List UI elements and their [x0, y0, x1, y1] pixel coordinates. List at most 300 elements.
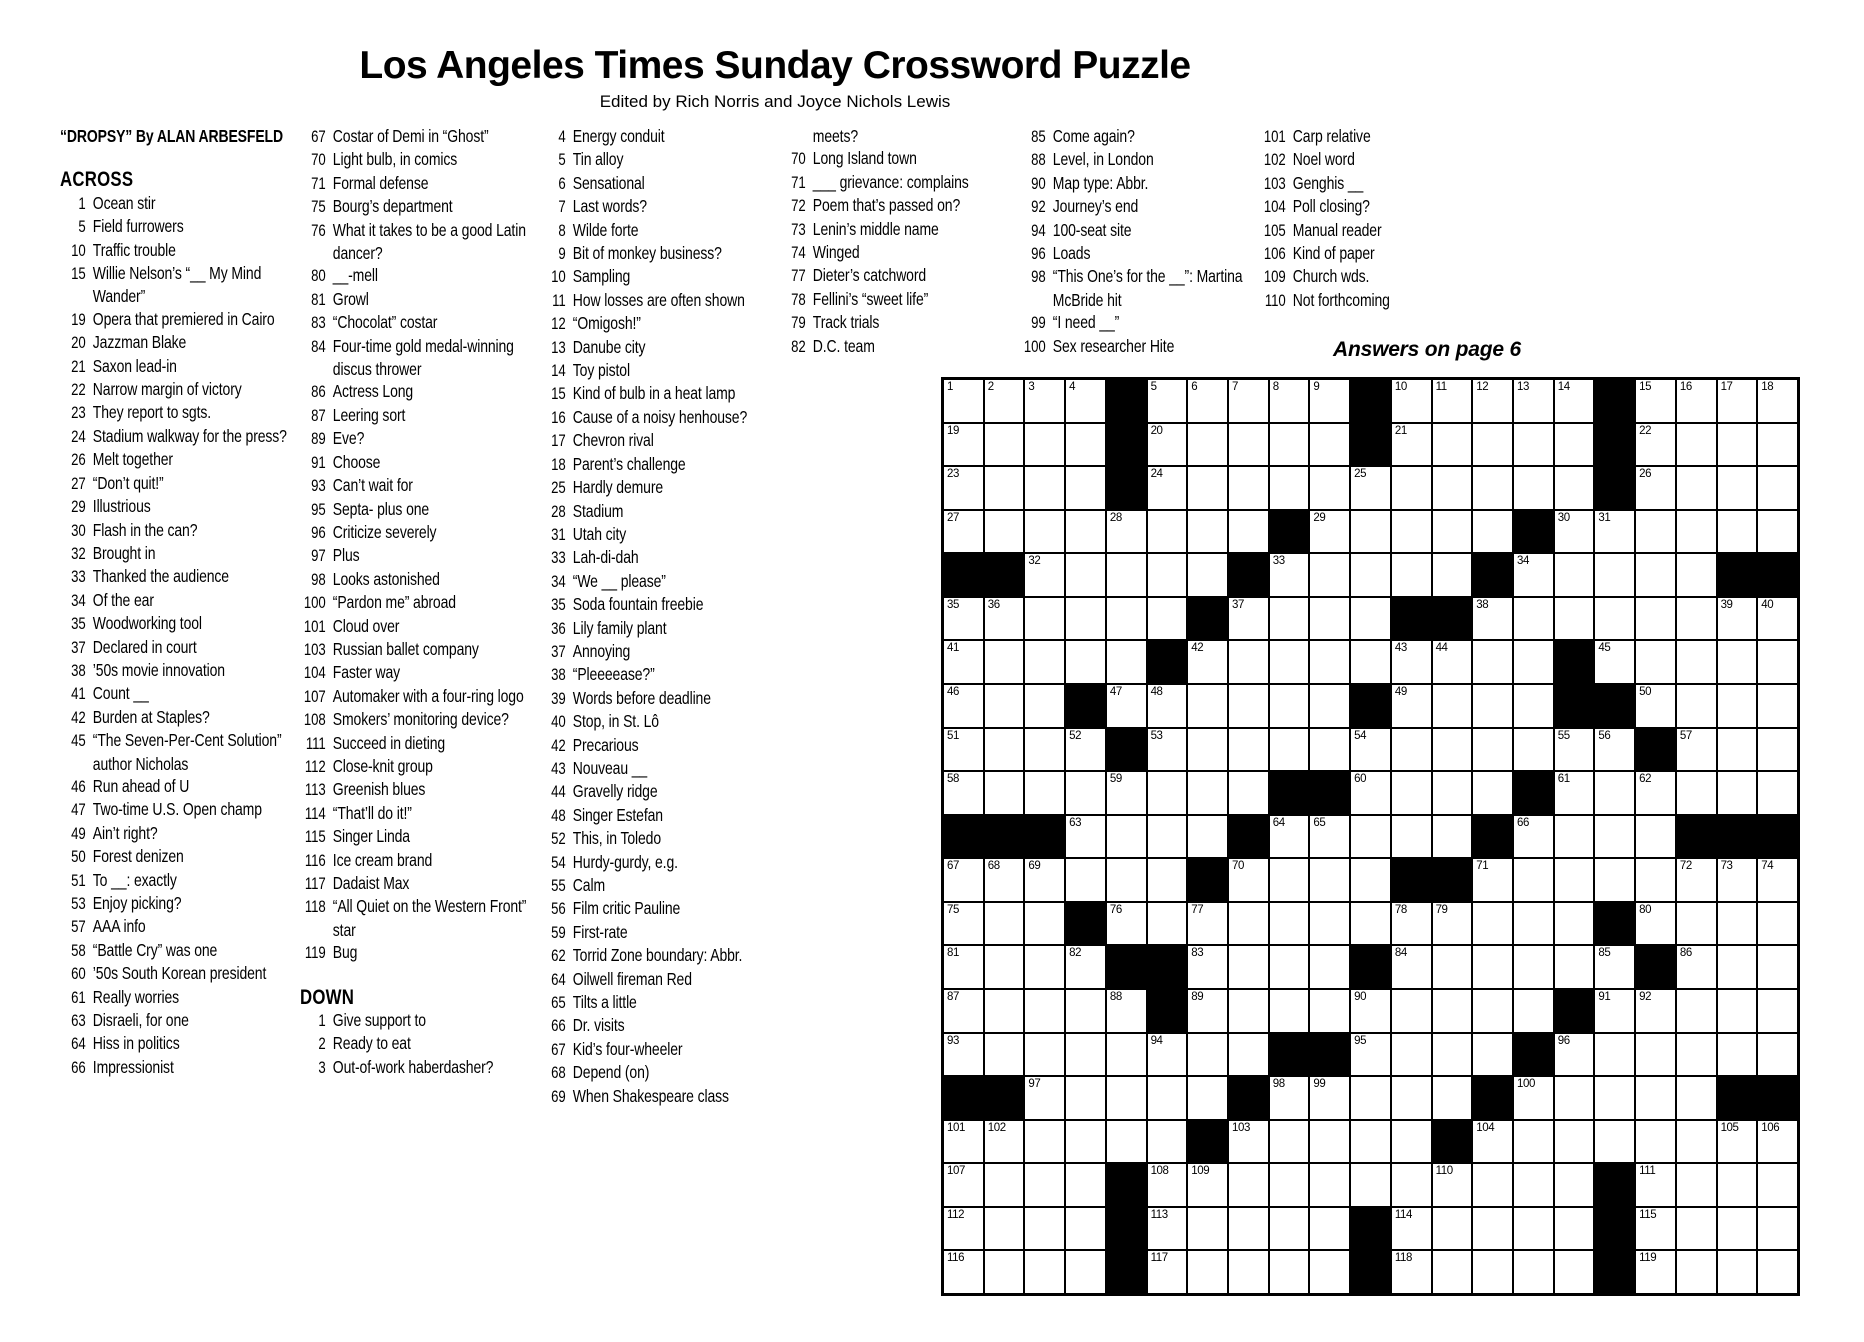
- grid-cell[interactable]: [1148, 772, 1187, 814]
- grid-cell[interactable]: [1229, 380, 1268, 422]
- grid-cell[interactable]: [1351, 772, 1390, 814]
- grid-cell[interactable]: [1025, 1121, 1064, 1163]
- grid-cell[interactable]: [1310, 554, 1349, 596]
- grid-cell[interactable]: [1555, 1121, 1594, 1163]
- grid-cell[interactable]: [1718, 903, 1757, 945]
- grid-cell[interactable]: [1310, 990, 1349, 1032]
- grid-cell[interactable]: [944, 424, 983, 466]
- grid-cell[interactable]: [1718, 424, 1757, 466]
- grid-cell[interactable]: [985, 729, 1024, 771]
- grid-cell[interactable]: [944, 1208, 983, 1250]
- grid-cell[interactable]: [985, 1164, 1024, 1206]
- grid-cell[interactable]: [1555, 903, 1594, 945]
- grid-cell[interactable]: [1025, 511, 1064, 553]
- grid-cell[interactable]: [1188, 816, 1227, 858]
- grid-cell[interactable]: [1473, 685, 1512, 727]
- grid-cell[interactable]: [1025, 554, 1064, 596]
- grid-cell[interactable]: [944, 1251, 983, 1293]
- grid-cell[interactable]: [1392, 903, 1431, 945]
- grid-cell[interactable]: [1514, 685, 1553, 727]
- grid-cell[interactable]: [1025, 467, 1064, 509]
- grid-cell[interactable]: [1107, 816, 1146, 858]
- grid-cell[interactable]: [1310, 1208, 1349, 1250]
- grid-cell[interactable]: [1514, 598, 1553, 640]
- grid-cell[interactable]: [1595, 1034, 1634, 1076]
- grid-cell[interactable]: [1595, 1121, 1634, 1163]
- grid-cell[interactable]: [1433, 1251, 1472, 1293]
- grid-cell[interactable]: [1025, 1208, 1064, 1250]
- grid-cell[interactable]: [944, 990, 983, 1032]
- grid-cell[interactable]: [1514, 990, 1553, 1032]
- grid-cell[interactable]: [1677, 1121, 1716, 1163]
- grid-cell[interactable]: [1270, 946, 1309, 988]
- grid-cell[interactable]: [1555, 859, 1594, 901]
- grid-cell[interactable]: [1555, 772, 1594, 814]
- grid-cell[interactable]: [1148, 1164, 1187, 1206]
- grid-cell[interactable]: [1433, 511, 1472, 553]
- grid-cell[interactable]: [1310, 598, 1349, 640]
- grid-cell[interactable]: [1677, 1164, 1716, 1206]
- grid-cell[interactable]: [1148, 729, 1187, 771]
- grid-cell[interactable]: [1107, 1034, 1146, 1076]
- grid-cell[interactable]: [1555, 1034, 1594, 1076]
- grid-cell[interactable]: [985, 641, 1024, 683]
- grid-cell[interactable]: [1677, 946, 1716, 988]
- grid-cell[interactable]: [1758, 1164, 1797, 1206]
- grid-cell[interactable]: [944, 641, 983, 683]
- grid-cell[interactable]: [1351, 990, 1390, 1032]
- grid-cell[interactable]: [1636, 1077, 1675, 1119]
- grid-cell[interactable]: [1555, 729, 1594, 771]
- grid-cell[interactable]: [1188, 467, 1227, 509]
- grid-cell[interactable]: [944, 685, 983, 727]
- grid-cell[interactable]: [1188, 641, 1227, 683]
- grid-cell[interactable]: [1718, 990, 1757, 1032]
- grid-cell[interactable]: [1718, 1251, 1757, 1293]
- grid-cell[interactable]: [1270, 641, 1309, 683]
- grid-cell[interactable]: [1677, 380, 1716, 422]
- grid-cell[interactable]: [1270, 1208, 1309, 1250]
- grid-cell[interactable]: [1188, 903, 1227, 945]
- grid-cell[interactable]: [1148, 816, 1187, 858]
- grid-cell[interactable]: [1514, 903, 1553, 945]
- grid-cell[interactable]: [1351, 1121, 1390, 1163]
- grid-cell[interactable]: [1514, 1208, 1553, 1250]
- grid-cell[interactable]: [1107, 511, 1146, 553]
- grid-cell[interactable]: [1066, 424, 1105, 466]
- grid-cell[interactable]: [1351, 1034, 1390, 1076]
- grid-cell[interactable]: [1025, 598, 1064, 640]
- grid-cell[interactable]: [1270, 598, 1309, 640]
- grid-cell[interactable]: [1595, 598, 1634, 640]
- grid-cell[interactable]: [1758, 903, 1797, 945]
- grid-cell[interactable]: [1066, 554, 1105, 596]
- grid-cell[interactable]: [1392, 511, 1431, 553]
- grid-cell[interactable]: [1229, 903, 1268, 945]
- grid-cell[interactable]: [944, 467, 983, 509]
- grid-cell[interactable]: [944, 772, 983, 814]
- grid-cell[interactable]: [1351, 859, 1390, 901]
- grid-cell[interactable]: [1229, 685, 1268, 727]
- grid-cell[interactable]: [985, 598, 1024, 640]
- grid-cell[interactable]: [1310, 1164, 1349, 1206]
- grid-cell[interactable]: [985, 380, 1024, 422]
- grid-cell[interactable]: [1107, 1121, 1146, 1163]
- grid-cell[interactable]: [1677, 641, 1716, 683]
- grid-cell[interactable]: [1270, 467, 1309, 509]
- grid-cell[interactable]: [1433, 467, 1472, 509]
- grid-cell[interactable]: [1392, 1077, 1431, 1119]
- grid-cell[interactable]: [1514, 554, 1553, 596]
- grid-cell[interactable]: [1270, 685, 1309, 727]
- grid-cell[interactable]: [1351, 729, 1390, 771]
- grid-cell[interactable]: [1677, 511, 1716, 553]
- grid-cell[interactable]: [1473, 598, 1512, 640]
- grid-cell[interactable]: [1188, 946, 1227, 988]
- grid-cell[interactable]: [1188, 772, 1227, 814]
- grid-cell[interactable]: [985, 467, 1024, 509]
- grid-cell[interactable]: [1758, 772, 1797, 814]
- grid-cell[interactable]: [1066, 990, 1105, 1032]
- grid-cell[interactable]: [1025, 424, 1064, 466]
- grid-cell[interactable]: [1595, 990, 1634, 1032]
- grid-cell[interactable]: [1636, 424, 1675, 466]
- grid-cell[interactable]: [1148, 1077, 1187, 1119]
- grid-cell[interactable]: [1514, 641, 1553, 683]
- grid-cell[interactable]: [1270, 859, 1309, 901]
- grid-cell[interactable]: [1718, 1034, 1757, 1076]
- grid-cell[interactable]: [1473, 641, 1512, 683]
- grid-cell[interactable]: [1514, 946, 1553, 988]
- grid-cell[interactable]: [1066, 1251, 1105, 1293]
- grid-cell[interactable]: [1433, 424, 1472, 466]
- grid-cell[interactable]: [1636, 1251, 1675, 1293]
- grid-cell[interactable]: [1270, 1121, 1309, 1163]
- grid-cell[interactable]: [1270, 1077, 1309, 1119]
- grid-cell[interactable]: [1188, 1164, 1227, 1206]
- grid-cell[interactable]: [1473, 859, 1512, 901]
- grid-cell[interactable]: [1025, 772, 1064, 814]
- grid-cell[interactable]: [1595, 772, 1634, 814]
- grid-cell[interactable]: [1433, 1208, 1472, 1250]
- grid-cell[interactable]: [1718, 729, 1757, 771]
- grid-cell[interactable]: [1148, 1208, 1187, 1250]
- grid-cell[interactable]: [1473, 1164, 1512, 1206]
- grid-cell[interactable]: [1718, 467, 1757, 509]
- grid-cell[interactable]: [1473, 1034, 1512, 1076]
- grid-cell[interactable]: [1188, 511, 1227, 553]
- grid-cell[interactable]: [1351, 641, 1390, 683]
- grid-cell[interactable]: [985, 511, 1024, 553]
- grid-cell[interactable]: [1758, 1208, 1797, 1250]
- grid-cell[interactable]: [1066, 1121, 1105, 1163]
- grid-cell[interactable]: [1351, 1164, 1390, 1206]
- grid-cell[interactable]: [1758, 598, 1797, 640]
- grid-cell[interactable]: [1595, 554, 1634, 596]
- grid-cell[interactable]: [1636, 990, 1675, 1032]
- grid-cell[interactable]: [1636, 467, 1675, 509]
- grid-cell[interactable]: [1555, 511, 1594, 553]
- grid-cell[interactable]: [1718, 380, 1757, 422]
- grid-cell[interactable]: [1433, 685, 1472, 727]
- grid-cell[interactable]: [1636, 816, 1675, 858]
- grid-cell[interactable]: [1677, 685, 1716, 727]
- grid-cell[interactable]: [985, 946, 1024, 988]
- grid-cell[interactable]: [1351, 554, 1390, 596]
- grid-cell[interactable]: [1351, 467, 1390, 509]
- grid-cell[interactable]: [1188, 424, 1227, 466]
- grid-cell[interactable]: [1555, 467, 1594, 509]
- grid-cell[interactable]: [1066, 1164, 1105, 1206]
- grid-cell[interactable]: [1148, 903, 1187, 945]
- grid-cell[interactable]: [1107, 859, 1146, 901]
- grid-cell[interactable]: [1392, 1208, 1431, 1250]
- grid-cell[interactable]: [944, 946, 983, 988]
- grid-cell[interactable]: [1555, 598, 1594, 640]
- grid-cell[interactable]: [1107, 1077, 1146, 1119]
- grid-cell[interactable]: [1025, 946, 1064, 988]
- grid-cell[interactable]: [1229, 946, 1268, 988]
- grid-cell[interactable]: [944, 859, 983, 901]
- grid-cell[interactable]: [1066, 859, 1105, 901]
- grid-cell[interactable]: [1514, 1164, 1553, 1206]
- grid-cell[interactable]: [1758, 685, 1797, 727]
- grid-cell[interactable]: [1433, 554, 1472, 596]
- grid-cell[interactable]: [1025, 1251, 1064, 1293]
- grid-cell[interactable]: [1718, 598, 1757, 640]
- grid-cell[interactable]: [985, 903, 1024, 945]
- grid-cell[interactable]: [985, 1034, 1024, 1076]
- grid-cell[interactable]: [1310, 816, 1349, 858]
- grid-cell[interactable]: [1555, 816, 1594, 858]
- grid-cell[interactable]: [1433, 1164, 1472, 1206]
- grid-cell[interactable]: [1107, 990, 1146, 1032]
- grid-cell[interactable]: [1514, 859, 1553, 901]
- grid-cell[interactable]: [1636, 380, 1675, 422]
- grid-cell[interactable]: [1229, 467, 1268, 509]
- grid-cell[interactable]: [1148, 859, 1187, 901]
- grid-cell[interactable]: [1270, 380, 1309, 422]
- grid-cell[interactable]: [1025, 641, 1064, 683]
- grid-cell[interactable]: [1514, 380, 1553, 422]
- grid-cell[interactable]: [1188, 1077, 1227, 1119]
- grid-cell[interactable]: [1636, 1164, 1675, 1206]
- grid-cell[interactable]: [1758, 424, 1797, 466]
- grid-cell[interactable]: [1148, 598, 1187, 640]
- grid-cell[interactable]: [1758, 1251, 1797, 1293]
- grid-cell[interactable]: [1351, 511, 1390, 553]
- grid-cell[interactable]: [1229, 598, 1268, 640]
- grid-cell[interactable]: [1066, 946, 1105, 988]
- grid-cell[interactable]: [1433, 380, 1472, 422]
- grid-cell[interactable]: [1066, 729, 1105, 771]
- grid-cell[interactable]: [1433, 1077, 1472, 1119]
- grid-cell[interactable]: [1148, 511, 1187, 553]
- grid-cell[interactable]: [1392, 467, 1431, 509]
- grid-cell[interactable]: [1025, 685, 1064, 727]
- grid-cell[interactable]: [1392, 772, 1431, 814]
- grid-cell[interactable]: [1433, 816, 1472, 858]
- grid-cell[interactable]: [1025, 1077, 1064, 1119]
- grid-cell[interactable]: [1229, 424, 1268, 466]
- grid-cell[interactable]: [1066, 1034, 1105, 1076]
- grid-cell[interactable]: [1066, 467, 1105, 509]
- grid-cell[interactable]: [1677, 1034, 1716, 1076]
- grid-cell[interactable]: [1392, 554, 1431, 596]
- grid-cell[interactable]: [1351, 1077, 1390, 1119]
- grid-cell[interactable]: [1595, 511, 1634, 553]
- grid-cell[interactable]: [1148, 685, 1187, 727]
- grid-cell[interactable]: [1473, 1208, 1512, 1250]
- grid-cell[interactable]: [1473, 1251, 1512, 1293]
- grid-cell[interactable]: [1270, 424, 1309, 466]
- grid-cell[interactable]: [1677, 903, 1716, 945]
- grid-cell[interactable]: [1758, 511, 1797, 553]
- grid-cell[interactable]: [1433, 641, 1472, 683]
- grid-cell[interactable]: [1677, 1208, 1716, 1250]
- grid-cell[interactable]: [1107, 598, 1146, 640]
- grid-cell[interactable]: [1310, 729, 1349, 771]
- grid-cell[interactable]: [1595, 946, 1634, 988]
- grid-cell[interactable]: [1433, 903, 1472, 945]
- grid-cell[interactable]: [1351, 903, 1390, 945]
- grid-cell[interactable]: [1595, 1077, 1634, 1119]
- grid-cell[interactable]: [1148, 467, 1187, 509]
- grid-cell[interactable]: [1310, 641, 1349, 683]
- grid-cell[interactable]: [1310, 380, 1349, 422]
- grid-cell[interactable]: [1636, 685, 1675, 727]
- grid-cell[interactable]: [1229, 990, 1268, 1032]
- grid-cell[interactable]: [985, 1121, 1024, 1163]
- grid-cell[interactable]: [1229, 1251, 1268, 1293]
- grid-cell[interactable]: [1229, 772, 1268, 814]
- grid-cell[interactable]: [944, 1164, 983, 1206]
- grid-cell[interactable]: [1677, 772, 1716, 814]
- grid-cell[interactable]: [1677, 859, 1716, 901]
- grid-cell[interactable]: [1473, 772, 1512, 814]
- grid-cell[interactable]: [1310, 424, 1349, 466]
- grid-cell[interactable]: [1310, 467, 1349, 509]
- grid-cell[interactable]: [1473, 729, 1512, 771]
- grid-cell[interactable]: [1514, 1077, 1553, 1119]
- grid-cell[interactable]: [1677, 1077, 1716, 1119]
- grid-cell[interactable]: [1310, 1251, 1349, 1293]
- grid-cell[interactable]: [1433, 946, 1472, 988]
- grid-cell[interactable]: [1636, 859, 1675, 901]
- grid-cell[interactable]: [1229, 859, 1268, 901]
- grid-cell[interactable]: [1188, 729, 1227, 771]
- grid-cell[interactable]: [1025, 859, 1064, 901]
- grid-cell[interactable]: [1595, 859, 1634, 901]
- grid-cell[interactable]: [1636, 772, 1675, 814]
- grid-cell[interactable]: [1677, 729, 1716, 771]
- grid-cell[interactable]: [1229, 1208, 1268, 1250]
- grid-cell[interactable]: [1392, 641, 1431, 683]
- grid-cell[interactable]: [1025, 1034, 1064, 1076]
- grid-cell[interactable]: [1758, 1034, 1797, 1076]
- grid-cell[interactable]: [985, 772, 1024, 814]
- grid-cell[interactable]: [1310, 1121, 1349, 1163]
- grid-cell[interactable]: [1758, 641, 1797, 683]
- grid-cell[interactable]: [1555, 1164, 1594, 1206]
- grid-cell[interactable]: [1310, 511, 1349, 553]
- grid-cell[interactable]: [1718, 685, 1757, 727]
- grid-cell[interactable]: [944, 903, 983, 945]
- grid-cell[interactable]: [1758, 859, 1797, 901]
- grid-cell[interactable]: [1310, 685, 1349, 727]
- grid-cell[interactable]: [1677, 424, 1716, 466]
- grid-cell[interactable]: [1148, 380, 1187, 422]
- grid-cell[interactable]: [944, 729, 983, 771]
- grid-cell[interactable]: [1310, 946, 1349, 988]
- grid-cell[interactable]: [1718, 1121, 1757, 1163]
- grid-cell[interactable]: [1025, 990, 1064, 1032]
- grid-cell[interactable]: [1677, 1251, 1716, 1293]
- grid-cell[interactable]: [1514, 729, 1553, 771]
- grid-cell[interactable]: [1188, 1208, 1227, 1250]
- grid-cell[interactable]: [1025, 729, 1064, 771]
- grid-cell[interactable]: [1555, 946, 1594, 988]
- grid-cell[interactable]: [1066, 816, 1105, 858]
- grid-cell[interactable]: [1392, 946, 1431, 988]
- grid-cell[interactable]: [985, 859, 1024, 901]
- grid-cell[interactable]: [1718, 511, 1757, 553]
- grid-cell[interactable]: [1188, 1251, 1227, 1293]
- grid-cell[interactable]: [944, 511, 983, 553]
- grid-cell[interactable]: [1148, 1251, 1187, 1293]
- grid-cell[interactable]: [1595, 641, 1634, 683]
- grid-cell[interactable]: [1148, 1034, 1187, 1076]
- grid-cell[interactable]: [1758, 990, 1797, 1032]
- grid-cell[interactable]: [1758, 380, 1797, 422]
- grid-cell[interactable]: [944, 1034, 983, 1076]
- grid-cell[interactable]: [1066, 511, 1105, 553]
- grid-cell[interactable]: [1636, 598, 1675, 640]
- grid-cell[interactable]: [1636, 641, 1675, 683]
- grid-cell[interactable]: [1433, 990, 1472, 1032]
- grid-cell[interactable]: [1473, 380, 1512, 422]
- grid-cell[interactable]: [1473, 467, 1512, 509]
- grid-cell[interactable]: [985, 685, 1024, 727]
- grid-cell[interactable]: [1270, 903, 1309, 945]
- grid-cell[interactable]: [1433, 729, 1472, 771]
- grid-cell[interactable]: [1025, 1164, 1064, 1206]
- grid-cell[interactable]: [1514, 816, 1553, 858]
- grid-cell[interactable]: [1066, 772, 1105, 814]
- grid-cell[interactable]: [1473, 903, 1512, 945]
- grid-cell[interactable]: [1758, 946, 1797, 988]
- grid-cell[interactable]: [1392, 424, 1431, 466]
- grid-cell[interactable]: [1433, 772, 1472, 814]
- grid-cell[interactable]: [1188, 380, 1227, 422]
- grid-cell[interactable]: [1677, 990, 1716, 1032]
- grid-cell[interactable]: [1718, 1208, 1757, 1250]
- grid-cell[interactable]: [1473, 1121, 1512, 1163]
- grid-cell[interactable]: [1188, 685, 1227, 727]
- grid-cell[interactable]: [1514, 467, 1553, 509]
- grid-cell[interactable]: [1473, 990, 1512, 1032]
- grid-cell[interactable]: [1514, 1121, 1553, 1163]
- grid-cell[interactable]: [1025, 903, 1064, 945]
- grid-cell[interactable]: [1636, 1034, 1675, 1076]
- grid-cell[interactable]: [1677, 467, 1716, 509]
- grid-cell[interactable]: [1473, 511, 1512, 553]
- grid-cell[interactable]: [1229, 1121, 1268, 1163]
- grid-cell[interactable]: [985, 1208, 1024, 1250]
- grid-cell[interactable]: [1270, 1251, 1309, 1293]
- grid-cell[interactable]: [1718, 946, 1757, 988]
- grid-cell[interactable]: [1636, 903, 1675, 945]
